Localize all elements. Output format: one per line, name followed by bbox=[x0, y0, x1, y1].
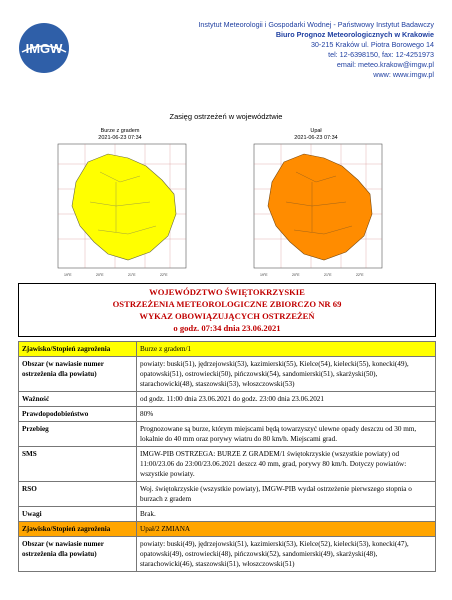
warnings-list-title: WYKAZ OBOWIĄZUJĄCYCH OSTRZEŻEŃ bbox=[139, 311, 315, 321]
row-key: Ważność bbox=[19, 392, 137, 407]
row-key: Zjawisko/Stopień zagrożenia bbox=[19, 522, 137, 537]
row-key: Obszar (w nawiasie numer ostrzeżenia dla powiatu) bbox=[19, 537, 137, 572]
institute-name: Instytut Meteorologii i Gospodarki Wodnej - Państwowy Instytut Badawczy bbox=[198, 20, 434, 29]
table-row bbox=[19, 392, 436, 407]
map-date: 2021-06-23 07:34 bbox=[98, 135, 142, 141]
maps-caption: Zasięg ostrzeżeń w województwie bbox=[169, 112, 283, 121]
table-row bbox=[19, 447, 436, 482]
map-hail-storms bbox=[50, 128, 190, 281]
map-title: Burze z gradem bbox=[100, 128, 140, 134]
row-value: powiaty: buski(49), jędrzejowski(51), kazimierski(53), Kielce(52), kielecki(53), konecki(47), opatowski(49), ostrowiecki(48), pińczowski(52), sandomierski(49), skarżyski(48), starachowicki(46), staszowski(51), włoszczowski(51) bbox=[137, 537, 436, 572]
table-row bbox=[19, 342, 436, 357]
row-key: SMS bbox=[19, 447, 137, 482]
map-date: 2021-06-23 07:34 bbox=[294, 135, 338, 141]
row-key: Obszar (w nawiasie numer ostrzeżenia dla powiatu) bbox=[19, 357, 137, 392]
row-key: Zjawisko/Stopień zagrożenia bbox=[19, 342, 137, 357]
table-row bbox=[19, 522, 436, 537]
warnings-number: OSTRZEŻENIA METEOROLOGICZNE ZBIORCZO NR 69 bbox=[112, 299, 342, 309]
row-value: od godz. 11:00 dnia 23.06.2021 do godz. 23:00 dnia 23.06.2021 bbox=[137, 392, 436, 407]
row-value: Woj. świętokrzyskie (wszystkie powiaty), IMGW-PIB wydał ostrzeżenie pierwszego stopnia o burzach z gradem bbox=[137, 482, 436, 507]
website: www: www.imgw.pl bbox=[373, 70, 434, 79]
address: 30-215 Kraków ul. Piotra Borowego 14 bbox=[310, 40, 434, 49]
svg-text:20°E: 20°E bbox=[292, 273, 300, 277]
map-heat bbox=[246, 128, 386, 281]
svg-text:21°E: 21°E bbox=[128, 273, 136, 277]
imgw-logo bbox=[18, 22, 70, 74]
institute-header bbox=[134, 20, 434, 80]
map-graphic bbox=[246, 142, 386, 280]
svg-text:19°E: 19°E bbox=[260, 273, 268, 277]
row-key: RSO bbox=[19, 482, 137, 507]
row-value: Prognozowane są burze, którym miejscami będą towarzyszyć ulewne opady deszczu od 30 mm, lokalnie do 40 mm oraz porywy wiatru do 80 km/h. Miejscami grad. bbox=[137, 422, 436, 447]
svg-text:22°E: 22°E bbox=[356, 273, 364, 277]
svg-text:22°E: 22°E bbox=[160, 273, 168, 277]
row-value: IMGW-PIB OSTRZEGA: BURZE Z GRADEM/1 świętokrzyskie (wszystkie powiaty) od 11:00/23.06 do 23:00/23.06.2021 deszcz 40 mm, grad, porywy 80 km/h. Dotyczy powiatów: wszystkie powiaty. bbox=[137, 447, 436, 482]
row-value: Burze z gradem/1 bbox=[137, 342, 436, 357]
row-value: powiaty: buski(51), jędrzejowski(53), kazimierski(55), Kielce(54), kielecki(55), konecki(49), opatowski(51), ostrowiecki(50), pińczowski(54), sandomierski(51), skarżyski(50), starachowicki(48), staszowski(53), włoszczowski(53) bbox=[137, 357, 436, 392]
table-row bbox=[19, 422, 436, 447]
row-value: 80% bbox=[137, 407, 436, 422]
email: email: meteo.krakow@imgw.pl bbox=[336, 60, 434, 69]
table-row bbox=[19, 482, 436, 507]
warnings-banner bbox=[18, 283, 436, 337]
row-value: Upał/2 ZMIANA bbox=[137, 522, 436, 537]
map-graphic bbox=[50, 142, 190, 280]
warnings-table bbox=[18, 341, 436, 572]
svg-text:21°E: 21°E bbox=[324, 273, 332, 277]
table-row bbox=[19, 537, 436, 572]
svg-text:19°E: 19°E bbox=[64, 273, 72, 277]
table-row bbox=[19, 407, 436, 422]
row-key: Uwagi bbox=[19, 507, 137, 522]
svg-text:20°E: 20°E bbox=[96, 273, 104, 277]
voivodeship-title: WOJEWÓDZTWO ŚWIĘTOKRZYSKIE bbox=[149, 287, 305, 297]
map-title: Upał bbox=[310, 128, 322, 134]
office-name: Biuro Prognoz Meteorologicznych w Krakowie bbox=[275, 30, 434, 39]
row-value: Brak. bbox=[137, 507, 436, 522]
warnings-time: o godz. 07:34 dnia 23.06.2021 bbox=[173, 323, 281, 333]
phone-fax: tel: 12-6398150, fax: 12-4251973 bbox=[328, 50, 434, 59]
svg-text:IMGW: IMGW bbox=[25, 41, 63, 56]
table-row bbox=[19, 357, 436, 392]
table-row bbox=[19, 507, 436, 522]
row-key: Przebieg bbox=[19, 422, 137, 447]
row-key: Prawdopodobieństwo bbox=[19, 407, 137, 422]
